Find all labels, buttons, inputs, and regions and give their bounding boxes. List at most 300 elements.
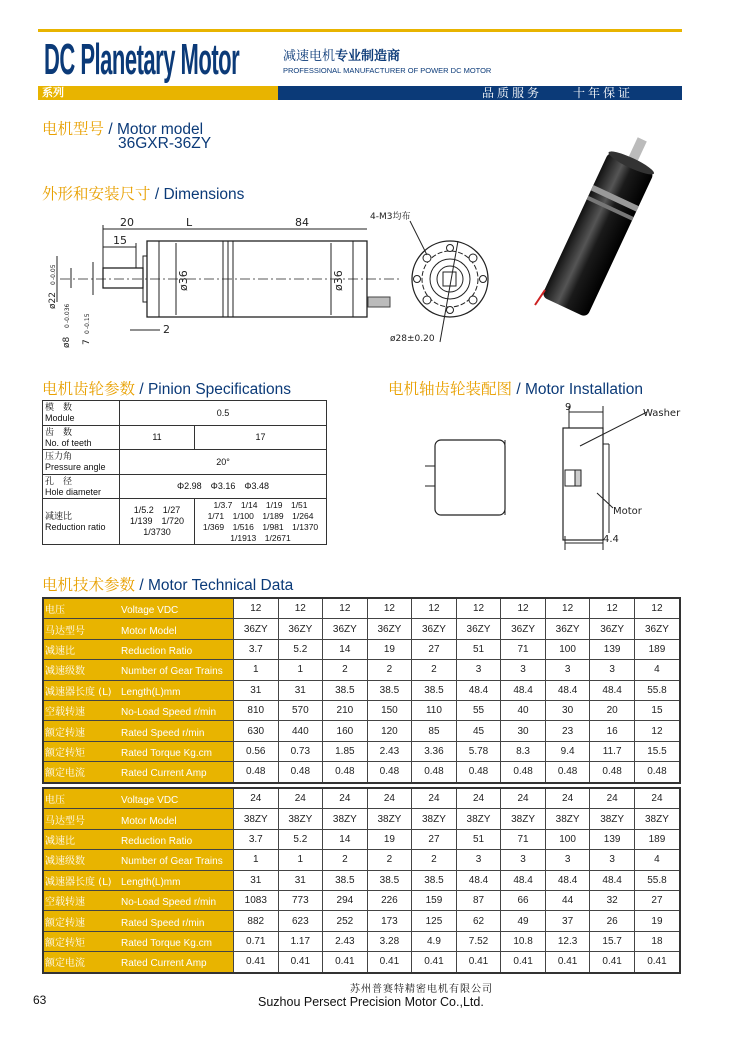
- table-cell: 38.5: [412, 870, 457, 890]
- table-cell: 19: [367, 829, 412, 849]
- table-cell: 45: [456, 721, 501, 741]
- label-cn: 压力角: [45, 451, 73, 461]
- table-cell: 3: [545, 660, 590, 680]
- table-cell: 38.5: [367, 870, 412, 890]
- table-row: [43, 619, 680, 639]
- dim-20: 20: [120, 216, 134, 229]
- table-cell: 18: [634, 931, 680, 951]
- table-cell: 12: [323, 598, 368, 619]
- table-row: [43, 660, 680, 680]
- table-cell: 12: [634, 598, 680, 619]
- row-label-cn: 额定转速: [45, 917, 85, 929]
- row-label-cn: 减速级数: [45, 666, 85, 678]
- row-label-cn: 额定转矩: [45, 937, 85, 949]
- heading-cn: 电机齿轮参数: [42, 380, 136, 398]
- table-cell: 0.48: [456, 762, 501, 783]
- pinion-row-ratio: [43, 499, 327, 545]
- ratio-values: 1/3.7 1/14 1/19 1/51 1/71 1/100 1/189 1/264 1/369 1/516 1/981 1/1370 1/1913 1/2671: [195, 499, 327, 545]
- table-cell: 9.4: [545, 741, 590, 761]
- table-cell: 0.41: [234, 952, 279, 973]
- row-label-cn: 空载转速: [45, 707, 85, 719]
- washer-label: Washer: [643, 408, 681, 419]
- table-cell: 48.4: [545, 680, 590, 700]
- label-en: Module: [45, 413, 75, 423]
- table-cell: 125: [412, 911, 457, 931]
- dim-9: 9: [565, 402, 572, 413]
- table-cell: 36ZY: [590, 619, 635, 639]
- table-cell: 0.48: [323, 762, 368, 783]
- label-cn: 减速比: [45, 510, 73, 521]
- table-cell: 2: [323, 660, 368, 680]
- table-cell: 19: [634, 911, 680, 931]
- pinion-heading: [42, 377, 291, 399]
- table-cell: 3: [590, 660, 635, 680]
- row-label-en: Motor Model: [121, 815, 177, 827]
- table-cell: 24: [634, 788, 680, 809]
- table-cell: 38.5: [367, 680, 412, 700]
- table-cell: 48.4: [501, 870, 546, 890]
- ratio-values: 1/5.2 1/27 1/139 1/720 1/3730: [120, 499, 195, 545]
- table-cell: 139: [590, 639, 635, 659]
- table-cell: 0.48: [278, 762, 323, 783]
- table-cell: 38ZY: [412, 809, 457, 829]
- table-cell: 31: [234, 680, 279, 700]
- row-label: [43, 721, 234, 741]
- table-cell: 3.7: [234, 829, 279, 849]
- table-row: [43, 762, 680, 783]
- table-cell: 0.48: [590, 762, 635, 783]
- table-cell: 110: [412, 700, 457, 720]
- table-cell: 1: [278, 660, 323, 680]
- table-cell: 1: [234, 660, 279, 680]
- table-row: [43, 741, 680, 761]
- row-label-cn: 额定转矩: [45, 747, 85, 759]
- label-cn: 齿 数: [45, 426, 73, 437]
- row-label-cn: 额定转速: [45, 727, 85, 739]
- dim-phi22: ø22: [48, 292, 58, 309]
- table-row: [43, 931, 680, 951]
- table-cell: 2: [412, 660, 457, 680]
- row-label: [43, 619, 234, 639]
- table-cell: 160: [323, 721, 368, 741]
- row-label-en: Rated Torque Kg.cm: [121, 747, 212, 759]
- table-cell: 24: [456, 788, 501, 809]
- row-label: [43, 890, 234, 910]
- heading-cn: 外形和安装尺寸: [42, 185, 151, 203]
- dimensions-heading: [42, 182, 244, 204]
- row-label-en: Voltage VDC: [121, 795, 179, 807]
- table-cell: 55.8: [634, 870, 680, 890]
- pinion-row-pressure-angle: [43, 450, 327, 475]
- table-cell: 14: [323, 829, 368, 849]
- table-cell: 0.48: [367, 762, 412, 783]
- table-cell: 0.48: [412, 762, 457, 783]
- table-cell: 226: [367, 890, 412, 910]
- hole-diameter-value: Φ2.98 Φ3.16 Φ3.48: [120, 475, 327, 499]
- company-name-en: Suzhou Persect Precision Motor Co.,Ltd.: [258, 995, 484, 1009]
- table-cell: 2: [323, 850, 368, 870]
- technical-table-12v: [42, 597, 681, 784]
- row-label-en: Voltage VDC: [121, 605, 179, 617]
- table-cell: 15.5: [634, 741, 680, 761]
- row-label-cn: 马达型号: [45, 815, 85, 827]
- dim-m3-holes: 4-M3均布: [370, 212, 411, 222]
- row-label-en: No-Load Speed r/min: [121, 707, 217, 719]
- table-cell: 15.7: [590, 931, 635, 951]
- table-cell: 51: [456, 639, 501, 659]
- table-cell: 1.17: [278, 931, 323, 951]
- table-cell: 36ZY: [545, 619, 590, 639]
- table-cell: 16: [590, 721, 635, 741]
- table-cell: 48.4: [501, 680, 546, 700]
- row-label-en: Rated Current Amp: [121, 768, 207, 780]
- table-cell: 0.48: [634, 762, 680, 783]
- table-cell: 12: [456, 598, 501, 619]
- dim-7: 7: [82, 339, 92, 345]
- table-cell: 189: [634, 639, 680, 659]
- row-label: [43, 680, 234, 700]
- table-row: [43, 829, 680, 849]
- table-cell: 26: [590, 911, 635, 931]
- heading-cn: 电机轴齿轮装配图: [388, 380, 513, 398]
- table-cell: 0.41: [278, 952, 323, 973]
- table-cell: 15: [634, 700, 680, 720]
- table-cell: 1.85: [323, 741, 368, 761]
- table-row: [43, 639, 680, 659]
- table-cell: 36ZY: [501, 619, 546, 639]
- table-cell: 12: [278, 598, 323, 619]
- table-cell: 630: [234, 721, 279, 741]
- table-cell: 3: [501, 660, 546, 680]
- table-cell: 5.78: [456, 741, 501, 761]
- table-cell: 570: [278, 700, 323, 720]
- row-label-cn: 空载转速: [45, 897, 85, 909]
- table-cell: 31: [278, 680, 323, 700]
- dim-L: L: [186, 216, 193, 229]
- table-cell: 24: [590, 788, 635, 809]
- table-cell: 252: [323, 911, 368, 931]
- table-row: [43, 850, 680, 870]
- table-cell: 48.4: [590, 680, 635, 700]
- table-cell: 32: [590, 890, 635, 910]
- table-cell: 0.41: [323, 952, 368, 973]
- table-cell: 48.4: [456, 680, 501, 700]
- label-cn: 模 数: [45, 402, 73, 412]
- row-label: [43, 829, 234, 849]
- row-label-en: Number of Gear Trains: [121, 856, 223, 868]
- table-cell: 12: [545, 598, 590, 619]
- table-cell: 100: [545, 829, 590, 849]
- table-cell: 51: [456, 829, 501, 849]
- table-cell: 294: [323, 890, 368, 910]
- table-cell: 3: [456, 660, 501, 680]
- table-cell: 12: [501, 598, 546, 619]
- table-cell: 27: [412, 829, 457, 849]
- table-cell: 440: [278, 721, 323, 741]
- table-cell: 0.41: [456, 952, 501, 973]
- table-cell: 55: [456, 700, 501, 720]
- table-cell: 24: [545, 788, 590, 809]
- table-cell: 100: [545, 639, 590, 659]
- teeth-value: 11: [120, 426, 195, 450]
- table-cell: 38ZY: [590, 809, 635, 829]
- heading-en: / Pinion Specifications: [139, 381, 291, 398]
- row-label: [43, 639, 234, 659]
- row-label-cn: 马达型号: [45, 625, 85, 637]
- table-cell: 27: [412, 639, 457, 659]
- pinion-row-hole: [43, 475, 327, 499]
- row-label: [43, 660, 234, 680]
- table-row: [43, 911, 680, 931]
- tagline-cn: [283, 45, 400, 64]
- heading-cn: 电机型号: [42, 120, 105, 138]
- heading-en: / Dimensions: [154, 186, 245, 203]
- table-cell: 120: [367, 721, 412, 741]
- label-en: Reduction ratio: [45, 521, 106, 532]
- row-label: [43, 809, 234, 829]
- table-cell: 0.71: [234, 931, 279, 951]
- heading-en: / Motor model: [108, 121, 204, 138]
- table-cell: 810: [234, 700, 279, 720]
- table-cell: 0.48: [234, 762, 279, 783]
- top-rule: [38, 29, 682, 32]
- row-label: [43, 850, 234, 870]
- table-cell: 12: [234, 598, 279, 619]
- dim-84: 84: [295, 216, 309, 229]
- table-cell: 0.41: [412, 952, 457, 973]
- table-cell: 48.4: [590, 870, 635, 890]
- table-cell: 30: [501, 721, 546, 741]
- series-bar: 系列: [38, 86, 278, 100]
- row-label: [43, 788, 234, 809]
- table-cell: 4: [634, 660, 680, 680]
- table-cell: 38.5: [412, 680, 457, 700]
- table-cell: 31: [234, 870, 279, 890]
- table-cell: 12: [590, 598, 635, 619]
- row-label-cn: 电压: [45, 605, 65, 617]
- table-cell: 12.3: [545, 931, 590, 951]
- table-cell: 3: [501, 850, 546, 870]
- table-cell: 38ZY: [367, 809, 412, 829]
- technical-heading: [42, 573, 293, 595]
- row-label: [43, 931, 234, 951]
- table-cell: 14: [323, 639, 368, 659]
- row-label-en: Reduction Ratio: [121, 645, 193, 657]
- label-en: No. of teeth: [45, 437, 92, 448]
- installation-heading: [388, 377, 643, 399]
- table-cell: 36ZY: [367, 619, 412, 639]
- table-cell: 24: [323, 788, 368, 809]
- dim-7-tol: 0 -0.15: [84, 313, 91, 334]
- label-en: Hole diameter: [45, 486, 102, 497]
- table-cell: 36ZY: [234, 619, 279, 639]
- tagline-cn-light: 减速电机: [283, 49, 336, 64]
- table-cell: 10.8: [501, 931, 546, 951]
- table-cell: 19: [367, 639, 412, 659]
- table-cell: 2: [412, 850, 457, 870]
- page-title: DC Planetary Motor: [44, 36, 240, 84]
- heading-cn: 电机技术参数: [42, 576, 136, 594]
- table-cell: 150: [367, 700, 412, 720]
- table-cell: 85: [412, 721, 457, 741]
- table-cell: 44: [545, 890, 590, 910]
- table-cell: 71: [501, 639, 546, 659]
- table-cell: 23: [545, 721, 590, 741]
- table-cell: 0.48: [545, 762, 590, 783]
- table-cell: 55.8: [634, 680, 680, 700]
- table-cell: 24: [278, 788, 323, 809]
- table-cell: 24: [501, 788, 546, 809]
- slogan-warranty: 十年保证: [573, 86, 634, 100]
- slogan-bar: [278, 86, 682, 100]
- table-cell: 0.56: [234, 741, 279, 761]
- row-label: [43, 700, 234, 720]
- table-cell: 4: [634, 850, 680, 870]
- dim-phi36-a: ø36: [177, 270, 190, 291]
- table-cell: 38ZY: [323, 809, 368, 829]
- table-cell: 30: [545, 700, 590, 720]
- table-cell: 1: [234, 850, 279, 870]
- table-cell: 49: [501, 911, 546, 931]
- table-cell: 36ZY: [278, 619, 323, 639]
- table-cell: 2.43: [367, 741, 412, 761]
- table-cell: 24: [234, 788, 279, 809]
- table-cell: 37: [545, 911, 590, 931]
- table-cell: 40: [501, 700, 546, 720]
- table-cell: 38ZY: [234, 809, 279, 829]
- table-cell: 12: [634, 721, 680, 741]
- table-cell: 623: [278, 911, 323, 931]
- table-cell: 0.41: [590, 952, 635, 973]
- table-row: [43, 700, 680, 720]
- table-cell: 0.48: [501, 762, 546, 783]
- pinion-row-teeth: [43, 426, 327, 450]
- table-cell: 24: [367, 788, 412, 809]
- table-cell: 5.2: [278, 639, 323, 659]
- table-cell: 20: [590, 700, 635, 720]
- row-label-cn: 额定电流: [45, 768, 85, 780]
- row-label-en: Length(L)mm: [121, 686, 181, 698]
- table-cell: 38.5: [323, 680, 368, 700]
- dim-phi22-tol: 0 -0.05: [50, 264, 57, 285]
- table-row: [43, 809, 680, 829]
- table-cell: 189: [634, 829, 680, 849]
- table-cell: 36ZY: [412, 619, 457, 639]
- teeth-value: 17: [195, 426, 327, 450]
- table-cell: 4.9: [412, 931, 457, 951]
- dim-4-4: 4.4: [603, 534, 619, 545]
- table-cell: 66: [501, 890, 546, 910]
- table-cell: 12: [412, 598, 457, 619]
- table-cell: 773: [278, 890, 323, 910]
- pinion-table: [42, 400, 327, 545]
- heading-en: / Motor Technical Data: [139, 577, 294, 594]
- table-cell: 882: [234, 911, 279, 931]
- page-number: 63: [33, 993, 47, 1007]
- row-label-en: Length(L)mm: [121, 876, 181, 888]
- table-cell: 159: [412, 890, 457, 910]
- technical-table-24v: [42, 787, 681, 974]
- table-cell: 36ZY: [634, 619, 680, 639]
- row-label-cn: 减速比: [45, 835, 75, 847]
- pinion-row-module: [43, 401, 327, 426]
- row-label-en: Rated Speed r/min: [121, 917, 205, 929]
- table-cell: 38ZY: [545, 809, 590, 829]
- motor-model-value: 36GXR-36ZY: [118, 135, 212, 152]
- label-cn: 孔 径: [45, 475, 73, 486]
- table-cell: 36ZY: [323, 619, 368, 639]
- table-cell: 48.4: [545, 870, 590, 890]
- tagline-cn-bold: 专业制造商: [335, 49, 401, 64]
- table-cell: 87: [456, 890, 501, 910]
- pressure-angle-value: 20°: [120, 450, 327, 475]
- table-cell: 71: [501, 829, 546, 849]
- row-label-cn: 减速器长度 (L): [45, 876, 112, 888]
- dim-phi8: ø8: [62, 336, 72, 348]
- table-cell: 3.36: [412, 741, 457, 761]
- dim-15: 15: [113, 234, 127, 247]
- company-name-cn: 苏州普赛特精密电机有限公司: [350, 984, 493, 995]
- table-cell: 3: [545, 850, 590, 870]
- label-en: Pressure angle: [45, 462, 106, 472]
- table-cell: 38ZY: [634, 809, 680, 829]
- dim-phi8-tol: 0 -0.036: [64, 303, 71, 328]
- table-cell: 38ZY: [501, 809, 546, 829]
- table-cell: 5.2: [278, 829, 323, 849]
- table-cell: 3: [590, 850, 635, 870]
- table-row: [43, 788, 680, 809]
- table-row: [43, 890, 680, 910]
- dim-2: 2: [163, 323, 170, 336]
- row-label-en: Rated Current Amp: [121, 958, 207, 970]
- row-label: [43, 741, 234, 761]
- row-label-cn: 减速器长度 (L): [45, 686, 112, 698]
- row-label: [43, 762, 234, 783]
- row-label-cn: 电压: [45, 795, 65, 807]
- table-cell: 1083: [234, 890, 279, 910]
- table-cell: 7.52: [456, 931, 501, 951]
- motor-label: Motor: [613, 506, 642, 517]
- table-cell: 3: [456, 850, 501, 870]
- installation-drawing: [425, 398, 685, 553]
- tagline-en: PROFESSIONAL MANUFACTURER OF POWER DC MOTOR: [283, 66, 492, 75]
- table-cell: 27: [634, 890, 680, 910]
- table-cell: 48.4: [456, 870, 501, 890]
- row-label-cn: 减速比: [45, 645, 75, 657]
- table-row: [43, 680, 680, 700]
- row-label-en: Motor Model: [121, 625, 177, 637]
- dim-phi28: ø28±0.20: [390, 334, 435, 344]
- table-cell: 38ZY: [278, 809, 323, 829]
- row-label-en: Number of Gear Trains: [121, 666, 223, 678]
- dimension-drawing: [40, 205, 510, 350]
- row-label-en: Reduction Ratio: [121, 835, 193, 847]
- table-row: [43, 952, 680, 973]
- table-cell: 11.7: [590, 741, 635, 761]
- table-cell: 139: [590, 829, 635, 849]
- row-label-en: No-Load Speed r/min: [121, 897, 217, 909]
- table-cell: 0.41: [634, 952, 680, 973]
- dim-phi36-b: ø36: [332, 270, 345, 291]
- table-cell: 36ZY: [456, 619, 501, 639]
- row-label: [43, 598, 234, 619]
- heading-en: / Motor Installation: [516, 381, 643, 398]
- row-label-en: Rated Torque Kg.cm: [121, 937, 212, 949]
- table-cell: 2: [367, 660, 412, 680]
- motor-photo: [505, 130, 675, 330]
- table-cell: 31: [278, 870, 323, 890]
- table-cell: 173: [367, 911, 412, 931]
